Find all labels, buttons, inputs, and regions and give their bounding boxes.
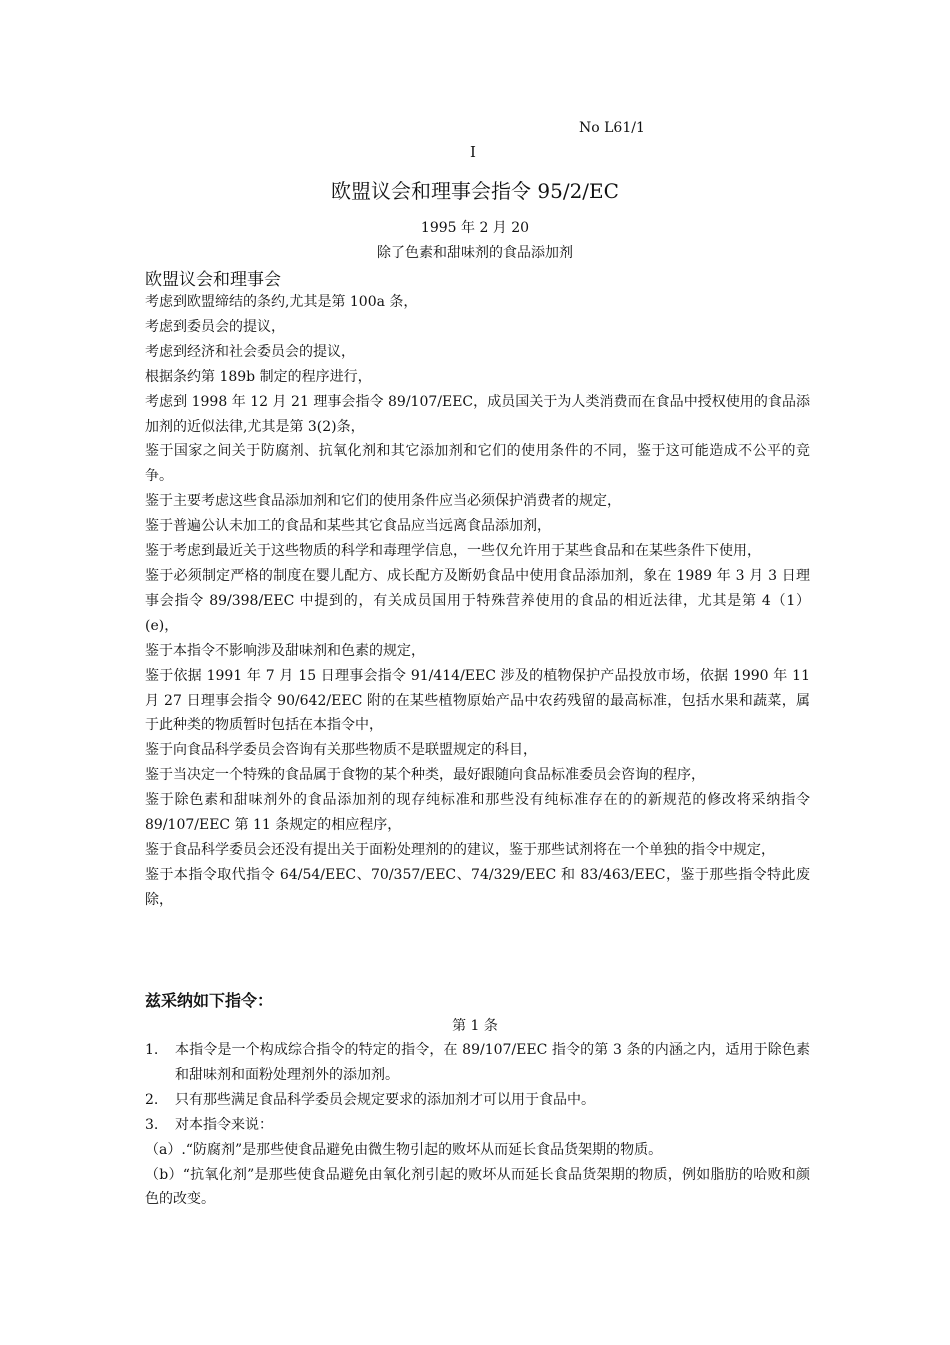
issuing-body: 欧盟议会和理事会 <box>145 270 281 290</box>
item-number: 1. <box>145 1042 159 1058</box>
recital-paragraph: 鉴于考虑到最近关于这些物质的科学和毒理学信息，一些仅允许用于某些食品和在某些条件下使用， <box>145 543 761 560</box>
recital-paragraph: 根据条约第 189b 制定的程序进行， <box>145 368 372 385</box>
item-text: 本指令是一个构成综合指令的特定的指令，在 89/107/EEC 指令的第 3 条的内涵之内，适用于除色素和甜味剂和面粉处理剂外的添加剂。 <box>175 1042 810 1083</box>
list-item <box>145 1038 810 1088</box>
recital-paragraph: 考虑到欧盟缔结的条约,尤其是第 100a 条， <box>145 294 418 310</box>
recital-paragraph: 鉴于向食品科学委员会咨询有关那些物质不是联盟规定的科目， <box>145 742 537 759</box>
item-number: 3. <box>145 1116 159 1133</box>
recital-paragraph: 鉴于本指令不影响涉及甜味剂和色素的规定， <box>145 642 425 659</box>
recital-paragraph: 鉴于食品科学委员会还没有提出关于面粉处理剂的的建议，鉴于那些试剂将在一个单独的指令中规定， <box>145 841 775 858</box>
adoption-heading: 兹采纳如下指令： <box>145 991 274 1010</box>
recital-paragraph: 鉴于依据 1991 年 7 月 15 日理事会指令 91/414/EEC 涉及的植物保护产品投放市场，依据 1990 年 11 月 27 日理事会指令 90/642/EEC 附的在某些植物原始产品中农药残留的最高标准，包括水果和蔬菜，属于此种类的物质暂时包括在本指令中， <box>145 667 810 734</box>
page-reference: No L61/1 <box>579 120 645 136</box>
recital-paragraph: 考虑到经济和社会委员会的提议， <box>145 343 355 360</box>
document-title: 欧盟议会和理事会指令 95/2/EC <box>331 179 619 203</box>
recital-paragraph: 鉴于本指令取代指令 64/54/EEC、70/357/EEC、74/329/EEC 和 83/463/EEC，鉴于那些指令特此废除， <box>145 866 810 908</box>
recital-paragraph: 鉴于普遍公认未加工的食品和某些其它食品应当远离食品添加剂， <box>145 518 551 535</box>
recital-paragraph: 鉴于主要考虑这些食品添加剂和它们的使用条件应当必须保护消费者的规定， <box>145 493 621 510</box>
recital-paragraph: 鉴于国家之间关于防腐剂、抗氧化剂和其它添加剂和它们的使用条件的不同，鉴于这可能造成不公平的竞争。 <box>145 443 810 485</box>
item-number: 2. <box>145 1091 159 1108</box>
recital-paragraph: 鉴于除色素和甜味剂外的食品添加剂的现存纯标准和那些没有纯标准存在的的新规范的修改将采纳指令 89/107/EEC 第 11 条规定的相应程序， <box>145 792 810 834</box>
document-date: 1995 年 2 月 20 <box>420 220 530 236</box>
recital-paragraph: 考虑到 1998 年 12 月 21 理事会指令 89/107/EEC，成员国关于为人类消费而在食品中授权使用的食品添加剂的近似法律,尤其是第 3(2)条， <box>145 393 810 435</box>
sub-item: （b）“抗氧化剂”是那些使食品避免由氧化剂引起的败坏从而延长食品货架期的物质，例如脂肪的哈败和颜色的改变。 <box>145 1166 810 1208</box>
recital-paragraph: 鉴于当决定一个特殊的食品属于食物的某个种类，最好跟随向食品标准委员会咨询的程序， <box>145 767 705 784</box>
article-1-body <box>145 1038 810 1212</box>
list-item <box>145 1113 810 1138</box>
article-1-title: 第 1 条 <box>452 1018 498 1034</box>
list-item <box>145 1088 810 1113</box>
document-subtitle: 除了色素和甜味剂的食品添加剂 <box>377 245 573 261</box>
recital-paragraph: 鉴于必须制定严格的制度在婴儿配方、成长配方及断奶食品中使用食品添加剂，象在 1989 年 3 月 3 日理事会指令 89/398/EEC 中提到的，有关成员国用于特殊营养使用的食品的相近法律，尤其是第 4（1）(e)， <box>145 567 810 634</box>
recitals <box>145 290 810 913</box>
item-text: 只有那些满足食品科学委员会规定要求的添加剂才可以用于食品中。 <box>175 1091 595 1108</box>
item-text: 对本指令来说： <box>175 1116 273 1133</box>
section-number: I <box>470 143 476 161</box>
recital-paragraph: 考虑到委员会的提议， <box>145 318 285 335</box>
sub-item: （a）.“防腐剂”是那些使食品避免由微生物引起的败坏从而延长食品货架期的物质。 <box>145 1141 663 1158</box>
